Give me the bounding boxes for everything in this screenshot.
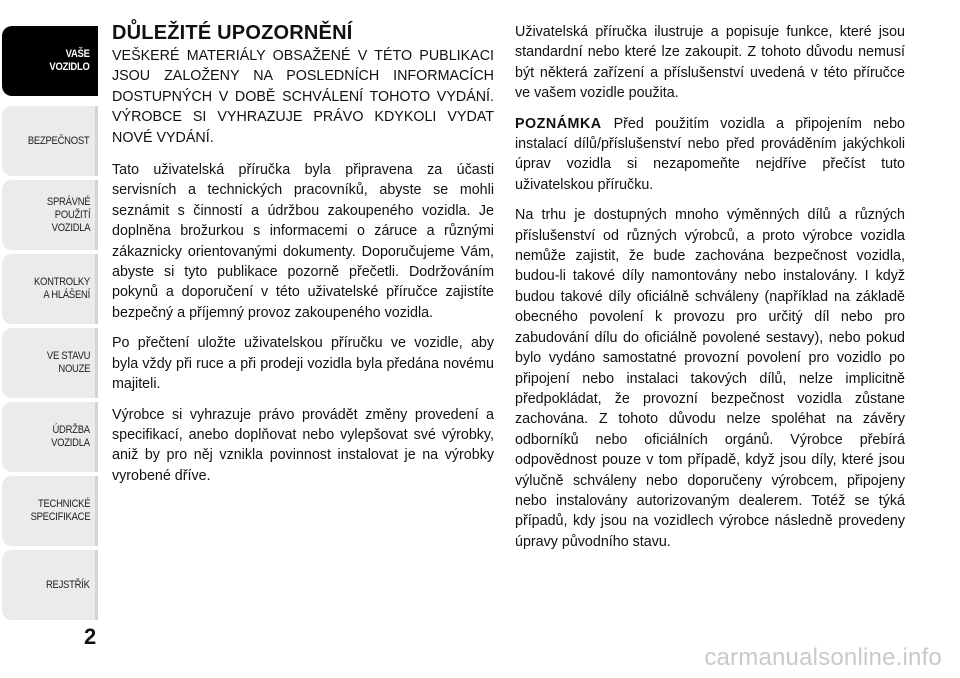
body-paragraph: Po přečtení uložte uživatelskou příručku ve vozidle, aby byla vždy při ruce a při prodeji vozidla byla předána novému majiteli.	[112, 335, 494, 393]
section-tabs	[0, 0, 101, 640]
tab-vase-vozidlo[interactable]	[2, 26, 98, 96]
tab-label: BEZPEČNOST	[28, 134, 90, 147]
tab-technicke-specifikace[interactable]	[2, 476, 98, 546]
body-paragraph: Uživatelská příručka ilustruje a popisuje funkce, které jsou standardní nebo které lze zakoupit. Z tohoto důvodu nemusí být některá zařízení a příslušenství uvedená v této příručce ve vašem vozidle použita.	[515, 24, 905, 102]
tab-label: TECHNICKÉ SPECIFIKACE	[30, 498, 90, 523]
tab-spravne-pouziti-vozidla[interactable]	[2, 180, 98, 250]
tab-ve-stavu-nouze[interactable]	[2, 328, 98, 398]
note-text: Před použitím vozidla a připojením nebo instalací dílů/příslušenství nebo před prováděním jakýchkoli úprav vozidla si nezapomeňte nejdříve přečíst tuto uživatelskou příručku.	[515, 115, 905, 193]
right-column	[515, 22, 905, 562]
tab-label: REJSTŘÍK	[46, 578, 90, 591]
note-paragraph	[515, 114, 905, 196]
body-paragraph: Výrobce si vyhrazuje právo provádět změny provedení a specifikací, anebo doplňovat nebo vylepšovat své výrobky, aniž by pro něj vznikla povinnost instalovat je na výrobky vyrobené dříve.	[112, 406, 494, 484]
tab-label: ÚDRŽBA VOZIDLA	[51, 424, 90, 449]
tab-udrzba-vozidla[interactable]	[2, 402, 98, 472]
tab-label: SPRÁVNÉ POUŽITÍ VOZIDLA	[46, 195, 90, 234]
page-number: 2	[84, 624, 97, 649]
left-column	[112, 22, 494, 496]
body-paragraph: Na trhu je dostupných mnoho výměnných dílů a různých příslušenství od různých výrobců, a proto výrobce vozidla nemůže zajistit, že bude zachována bezpečnost vozidla, budou-li takové díly namontovány nebo instalovány. I když budou takové díly oficiálně schváleny (například na základě obecného povolení k provozu pro určitý díl nebo pro zabudování dílu do oficiálně povolené sestavy), nebo pokud bylo vydáno samostatné provozní povolení pro vozidlo po připojení nebo instalaci takových dílů, nelze implicitně předpokládat, že provozní bezpečnost vozidla zůstane zachována. Z tohoto důvodu nelze spoléhat na závěry odborníků nebo oficiálních orgánů. Výrobce přebírá odpovědnost pouze v tom případě, když jsou díly, které jsou výlučně schváleny nebo doporučeny výrobcem, připojeny nebo instalovány autorizovaným dealerem. Totéž se týká případů, kdy jsou na vozidlech výrobce následně provedeny úpravy původního stavu.	[515, 207, 905, 550]
tab-rejstrik[interactable]	[2, 550, 98, 620]
tab-label: KONTROLKY A HLÁŠENÍ	[33, 276, 90, 301]
tab-label: VAŠE VOZIDLO	[49, 48, 90, 73]
notice-paragraph: VEŠKERÉ MATERIÁLY OBSAŽENÉ V TÉTO PUBLIKACI JSOU ZALOŽENY NA POSLEDNÍCH INFORMACÍCH DOSTUPNÝCH V DOBĚ SCHVÁLENÍ TOHOTO VYDÁNÍ. VÝROBCE SI VYHRAZUJE PRÁVO KDYKOLI VYDAT NOVÉ VYDÁNÍ.	[112, 48, 494, 146]
watermark: carmanualsonline.info	[704, 644, 942, 671]
note-label: POZNÁMKA	[515, 115, 602, 132]
tab-kontrolky-a-hlaseni[interactable]	[2, 254, 98, 324]
section-heading: DŮLEŽITÉ UPOZORNĚNÍ	[112, 22, 353, 44]
tab-bezpecnost[interactable]	[2, 106, 98, 176]
body-paragraph: Tato uživatelská příručka byla připravena za účasti servisních a technických pracovníků, abyste se mohli seznámit s činností a údržbou zakoupeného vozidla. Je doplněna brožurkou s informacemi o záruce a různými zákaznicky orientovanými dokumenty. Doporučujeme Vám, abyste si tyto publikace pozorně přečetli. Dodržováním pokynů a doporučení v této uživatelské příručce zajistíte bezpečný a příjemný provoz zakoupeného vozidla.	[112, 162, 494, 321]
tab-label: VE STAVU NOUZE	[46, 350, 90, 375]
